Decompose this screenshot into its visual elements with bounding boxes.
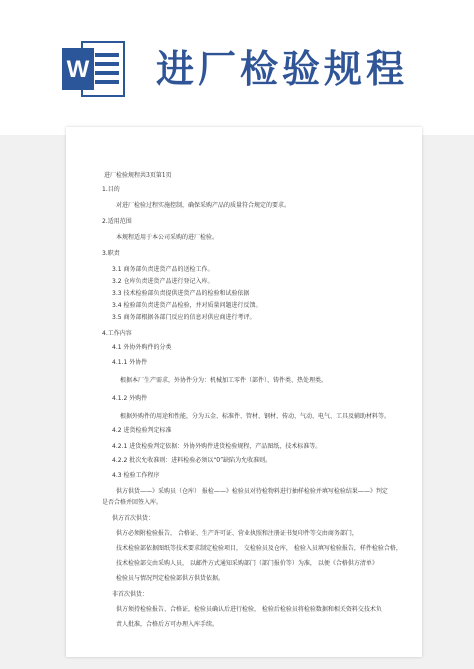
section-4: 4.工作内容 bbox=[102, 330, 132, 337]
word-document-icon bbox=[62, 40, 126, 98]
document-header: 进厂检验规程共3页第1页 bbox=[104, 172, 172, 179]
paragraph: 根据外购件的用途和性能，分为五金、标准件、管材、钢材、传动、气动、电气、工具及辅助材料等。 bbox=[120, 413, 391, 420]
paragraph: 非首次供货： bbox=[112, 591, 149, 598]
subsection: 4.2.2 批次允收准则：进料检验必须以“0”缺陷为允收准则。 bbox=[112, 457, 272, 464]
subsection: 4.1 外协外购件的分类 bbox=[112, 344, 172, 351]
paragraph: 供方须持检验报告、合格证，检验员确认后进行检验， 检验后检验员将检验数据和相关资料交技术负 bbox=[116, 606, 382, 613]
section-1: 1.目的 bbox=[102, 186, 120, 193]
subsection: 4.2 进货检验判定标准 bbox=[112, 427, 172, 434]
paragraph: 根据本厂生产需求，外协件分为：机械加工零件（部件）、铸件类、热处理类。 bbox=[120, 377, 328, 384]
list-item: 3.3 技术检验部负责提供进货产品的检验和试验依据 bbox=[112, 290, 250, 297]
paragraph: 对进厂检验过程实施控制，确保采购产品的质量符合规定的要求。 bbox=[116, 202, 291, 209]
list-item: 3.5 商务部根据各部门反应的信息对供应商进行考评。 bbox=[112, 314, 256, 321]
section-3: 3.职责 bbox=[102, 250, 120, 257]
paragraph: 供方供货——》采购员（仓库） 报检——》检验员对待检物料进行抽样检验并填写检验结果——》判定 bbox=[116, 488, 388, 495]
section-2: 2.适用范围 bbox=[102, 218, 132, 225]
paragraph: 检验员与情况判定检验部供方供货依据。 bbox=[116, 575, 225, 582]
banner-title: 进厂检验规程 bbox=[156, 47, 409, 91]
list-item: 3.1 商务部负责进货产品的送检工作。 bbox=[112, 266, 214, 273]
list-item: 3.2 仓库负责进货产品进行登记入库。 bbox=[112, 278, 214, 285]
preview-banner bbox=[0, 0, 474, 135]
list-item: 3.4 检验部负责进货产品检验，并对质量问题进行反馈。 bbox=[112, 302, 262, 309]
paragraph: 是否合格并回签入库。 bbox=[102, 499, 163, 506]
document-page bbox=[66, 127, 422, 657]
paragraph: 技术检验部依据图纸等技术要求制定检验项目， 交检验员及仓库， 检验入员填写检验报告，样件检验合格， bbox=[116, 545, 402, 552]
subsection: 4.1.1 外协件 bbox=[112, 359, 148, 366]
paragraph: 技术检验部交由采购人员， 以邮件方式通知采购部门（部门报价等）为准， 以便《合格供方清单》 bbox=[116, 560, 378, 567]
subsection: 4.2.1 进货检验判定依据：外协外购件进货检验规程，产品图纸，技术标准等。 bbox=[112, 443, 322, 450]
paragraph: 本规程适用于本公司采购的进厂检验。 bbox=[116, 234, 219, 241]
paragraph: 供方必须附检验报告， 合格证、生产许可证、营业执照和注册证书复印件等交由商务部门， bbox=[116, 530, 358, 537]
svg-text:W: W bbox=[66, 56, 90, 83]
subsection: 4.3 检验工作程序 bbox=[112, 472, 160, 479]
paragraph: 供方首次供货： bbox=[112, 515, 155, 522]
paragraph: 责人批准，合格后方可办理入库手续。 bbox=[116, 621, 219, 628]
subsection: 4.1.2 外购件 bbox=[112, 395, 148, 402]
